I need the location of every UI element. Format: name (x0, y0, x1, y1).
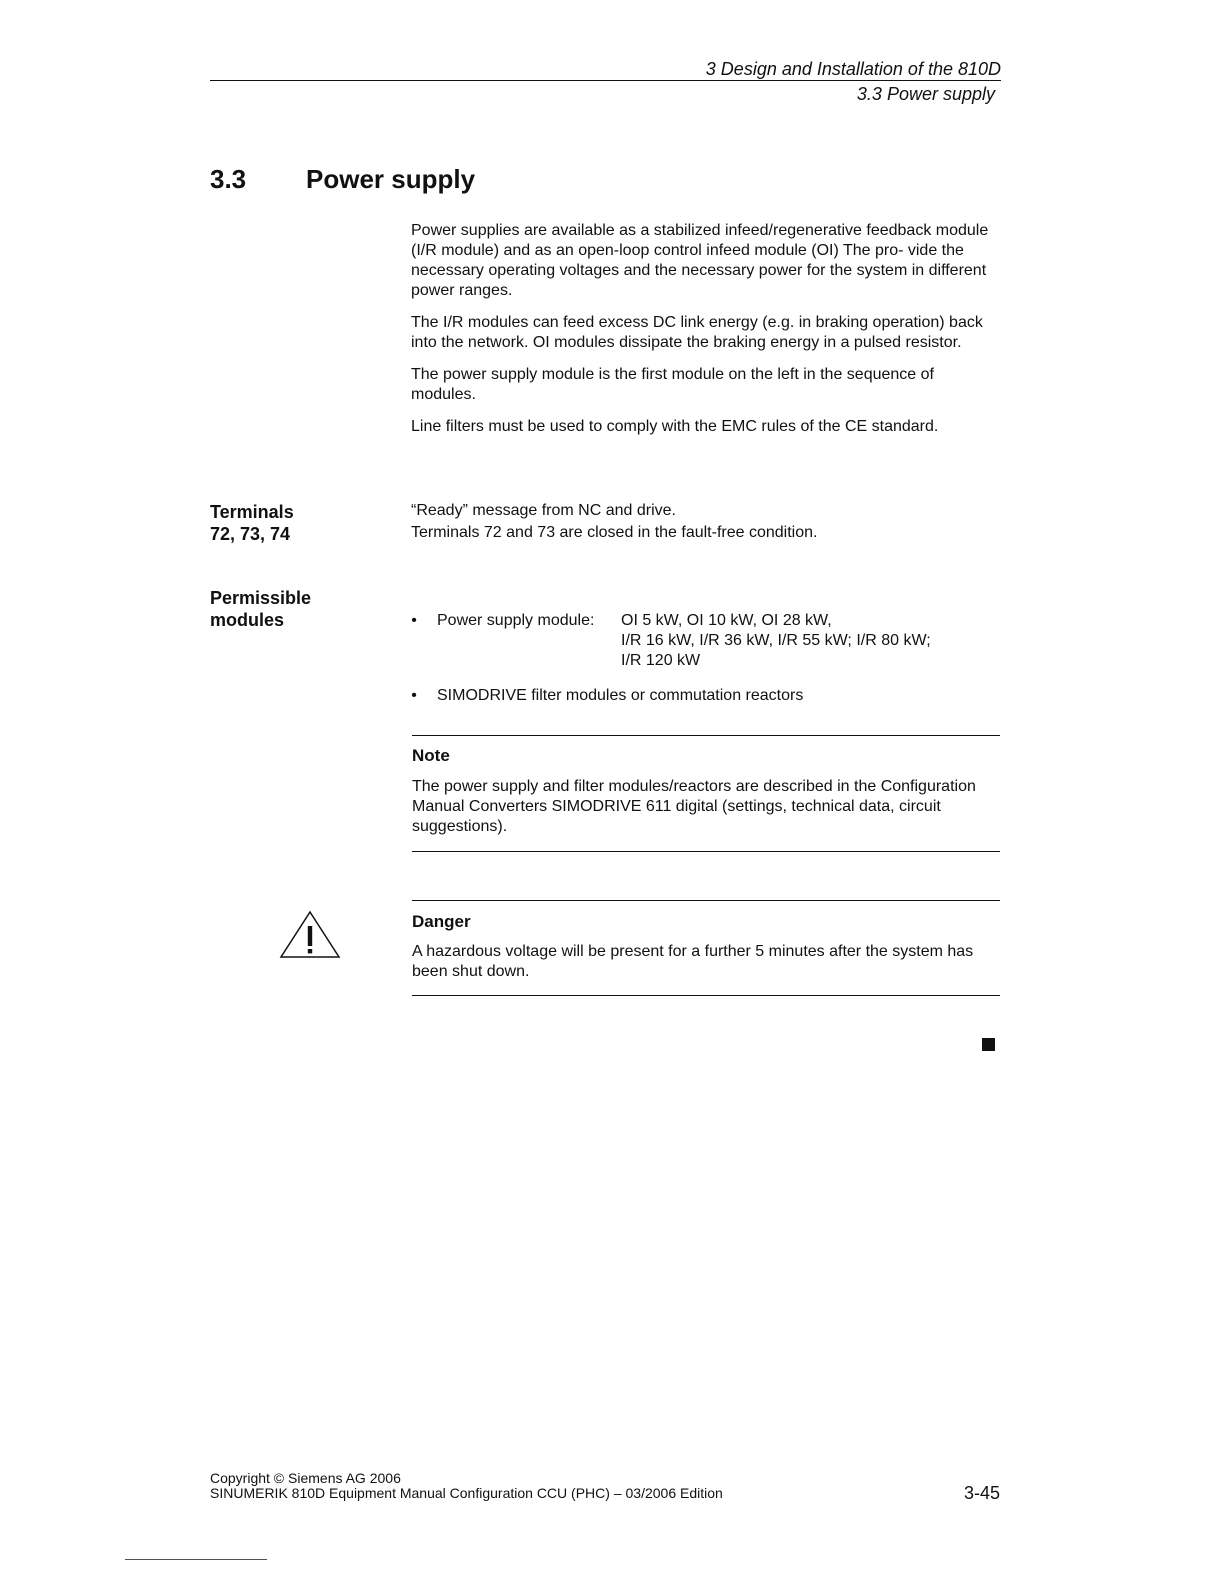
warning-triangle-icon (279, 910, 341, 960)
terminals-line: “Ready” message from NC and drive. (411, 502, 676, 519)
intro-paragraph: Line filters must be used to comply with the EMC rules of the CE standard. (411, 418, 939, 435)
bullet-dot: • (411, 612, 417, 629)
bottom-link-underline[interactable] (125, 1559, 267, 1560)
danger-title: Danger (412, 912, 471, 931)
bullet-power-supply-label: Power supply module: (437, 612, 595, 629)
header-rule (210, 80, 1001, 81)
danger-top-rule (412, 900, 1000, 901)
module-values-line: OI 5 kW, OI 10 kW, OI 28 kW, (621, 612, 832, 629)
danger-text: A hazardous voltage will be present for a further 5 minutes after the system has been shut down. (412, 943, 974, 980)
page-number: 3-45 (963, 1483, 1000, 1503)
terminals-text (411, 501, 1003, 543)
footer-manual-title: SINUMERIK 810D Equipment Manual Configuration CCU (PHC) – 03/2006 Edition (210, 1485, 723, 1501)
permissible-label (210, 587, 380, 631)
permissible-label-line: modules (210, 610, 285, 630)
permissible-label-line: Permissible (210, 588, 312, 608)
terminals-label-line: Terminals (210, 502, 294, 522)
intro-paragraph: The power supply module is the first module on the left in the sequence of modules. (411, 366, 934, 403)
module-values-line: I/R 16 kW, I/R 36 kW, I/R 55 kW; I/R 80 kW; (621, 632, 931, 649)
section-title: Power supply (306, 164, 476, 194)
running-header-chapter: 3 Design and Installation of the 810D (705, 59, 1001, 79)
terminals-line: Terminals 72 and 73 are closed in the fault-free condition. (411, 524, 818, 541)
running-header-section: 3.3 Power supply (856, 84, 995, 104)
bullet-power-supply-values (621, 611, 1001, 671)
terminals-label-line: 72, 73, 74 (210, 524, 291, 544)
note-text: The power supply and filter modules/reactors are described in the Configuration Manual Converters SIMODRIVE 611 digital (settings, technical data, circuit suggestions). (412, 778, 976, 835)
end-of-section-marker (982, 1038, 995, 1051)
danger-bottom-rule (412, 995, 1000, 996)
intro-text (411, 221, 1003, 449)
intro-paragraph: Power supplies are available as a stabilized infeed/regenerative feedback module (I/R module) and as an open-loop control infeed module (OI) The pro- vide the necessary operating voltages and the necessary power for the system in different power ranges. (411, 222, 989, 299)
note-top-rule (412, 735, 1000, 736)
footer-copyright: Copyright © Siemens AG 2006 (210, 1470, 401, 1486)
bullet-dot: • (411, 687, 417, 704)
intro-paragraph: The I/R modules can feed excess DC link energy (e.g. in braking operation) back into the network. OI modules dissipate the braking energy in a pulsed resistor. (411, 314, 983, 351)
module-values-line: I/R 120 kW (621, 652, 701, 669)
note-bottom-rule (412, 851, 1000, 852)
terminals-label (210, 501, 380, 545)
bullet-filter-modules: SIMODRIVE filter modules or commutation reactors (437, 687, 804, 704)
section-number: 3.3 (210, 164, 247, 194)
note-title: Note (412, 746, 450, 765)
